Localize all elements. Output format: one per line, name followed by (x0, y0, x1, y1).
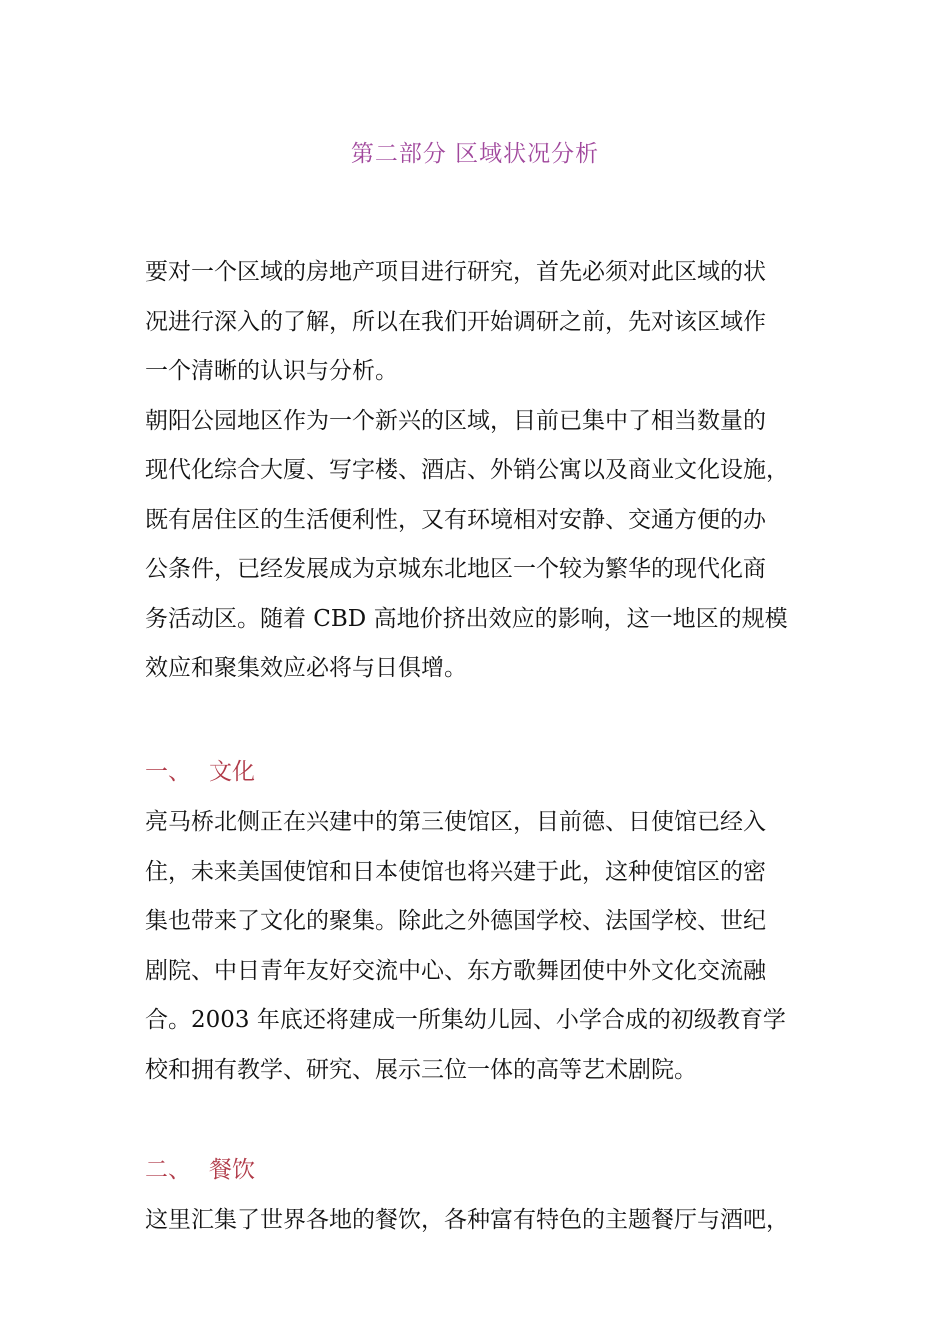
text-line: 公条件，已经发展成为京城东北地区一个较为繁华的现代化商 (145, 556, 766, 582)
text-line: 效应和聚集效应必将与日俱增。 (145, 655, 467, 681)
text-line: 这里汇集了世界各地的餐饮，各种富有特色的主题餐厅与酒吧， (145, 1207, 789, 1233)
text-line: 一个清晰的认识与分析。 (145, 358, 398, 384)
intro-paragraph (145, 248, 845, 694)
page-title: 第二部分 区域状况分析 (350, 141, 600, 167)
text-line: 既有居住区的生活便利性，又有环境相对安静、交通方便的办 (145, 506, 766, 533)
section-heading-dining (145, 1152, 255, 1188)
text-line: 况进行深入的了解，所以在我们开始调研之前，先对该区域作 (145, 308, 766, 335)
text-line: 合。2003 年底还将建成一所集幼儿园、小学合成的初级教育学 (145, 1007, 786, 1033)
section-title: 餐饮 (209, 1157, 255, 1183)
text-line: 亮马桥北侧正在兴建中的第三使馆区，目前德、日使馆已经入 (145, 809, 766, 835)
section-number: 二、 (145, 1157, 191, 1183)
text-line: 要对一个区域的房地产项目进行研究，首先必须对此区域的状 (145, 259, 766, 285)
text-line: 校和拥有教学、研究、展示三位一体的高等艺术剧院。 (145, 1056, 697, 1083)
text-line: 现代化综合大厦、写字楼、酒店、外销公寓以及商业文化设施， (145, 457, 789, 483)
section-title: 文化 (209, 759, 255, 785)
text-line: 剧院、中日青年友好交流中心、东方歌舞团使中外文化交流融 (145, 957, 766, 984)
text-line: 集也带来了文化的聚集。除此之外德国学校、法国学校、世纪 (145, 908, 766, 934)
text-line: 住，未来美国使馆和日本使馆也将兴建于此，这种使馆区的密 (145, 858, 766, 885)
culture-paragraph (145, 798, 845, 1095)
section-number: 一、 (145, 759, 191, 785)
section-heading-culture (145, 754, 255, 790)
text-line: 务活动区。随着 CBD 高地价挤出效应的影响，这一地区的规模 (145, 605, 788, 632)
text-line: 朝阳公园地区作为一个新兴的区域，目前已集中了相当数量的 (145, 407, 766, 434)
dining-paragraph (145, 1196, 845, 1246)
